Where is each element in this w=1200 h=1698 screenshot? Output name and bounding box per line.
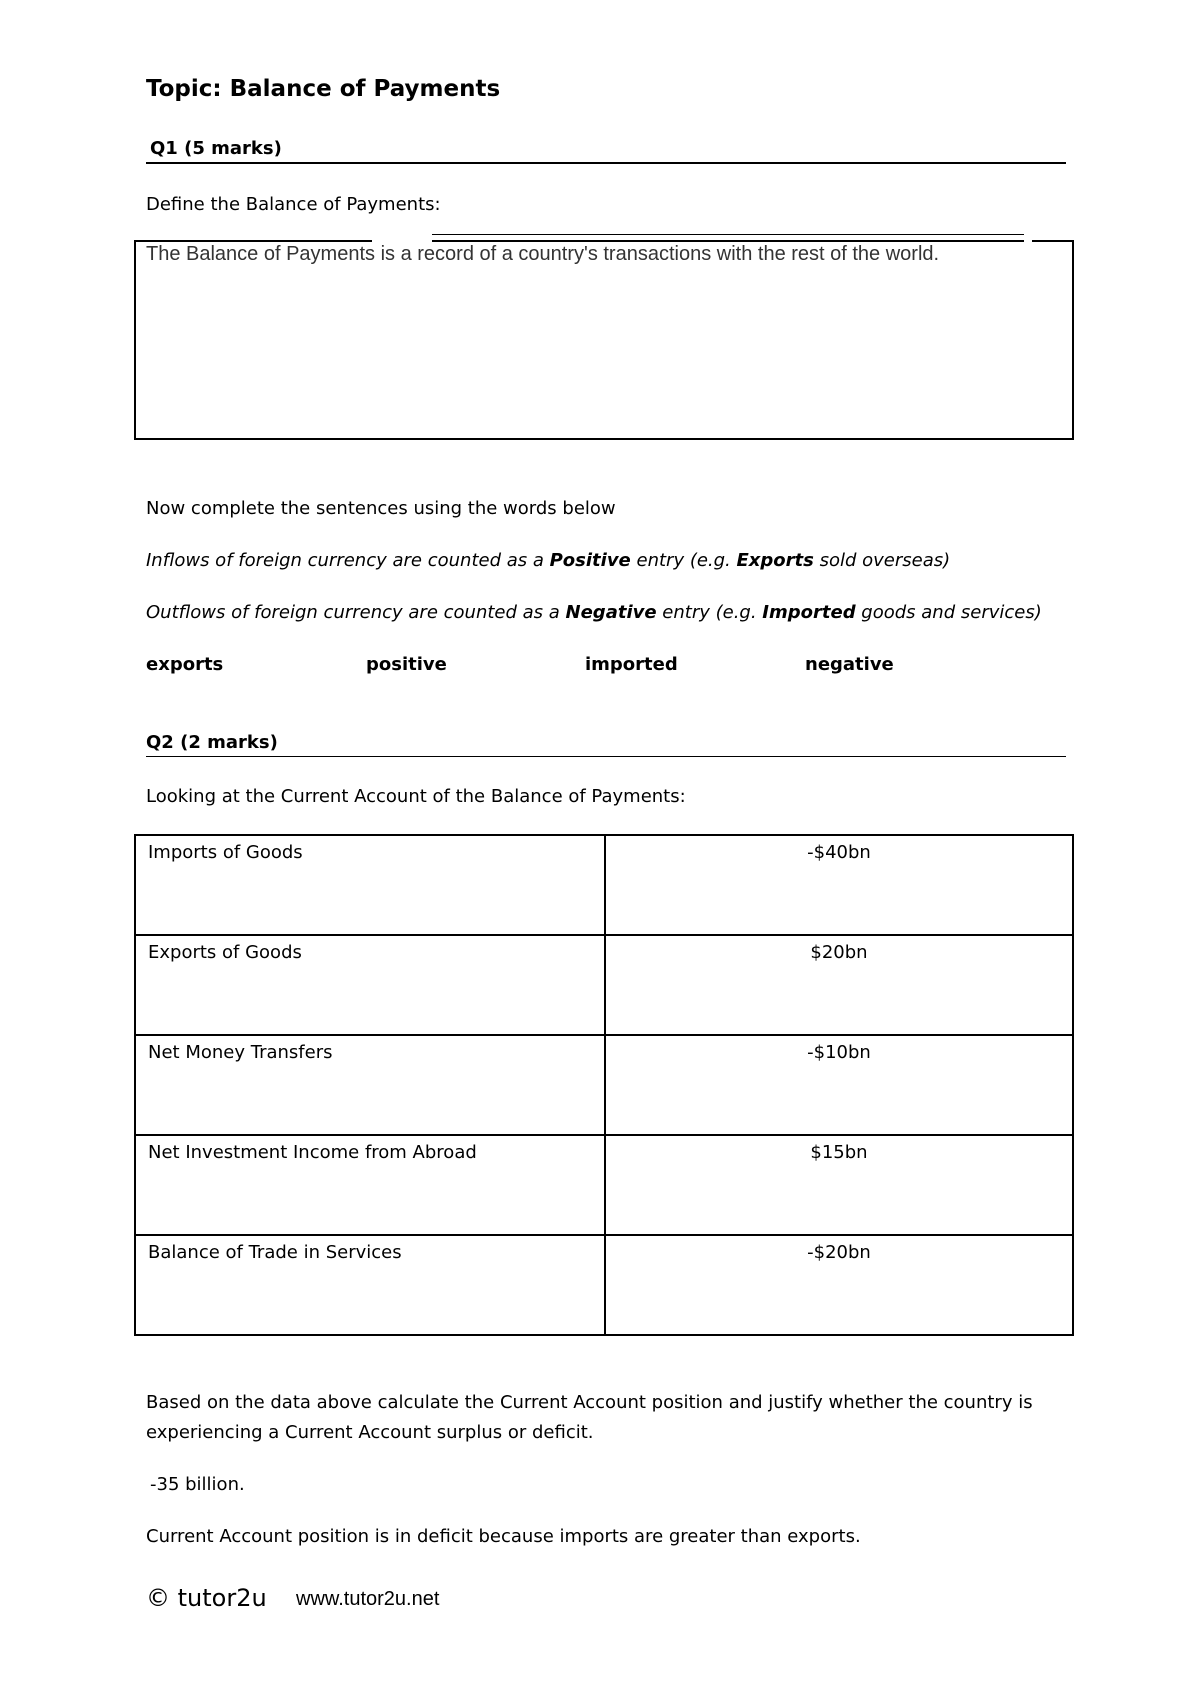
table-row bbox=[135, 935, 1073, 1035]
row-label: Net Money Transfers bbox=[135, 1035, 605, 1135]
word-bank-imported: imported bbox=[585, 654, 678, 675]
q1-heading: Q1 (5 marks) bbox=[150, 138, 282, 159]
row-value: -$10bn bbox=[605, 1035, 1073, 1135]
word-bank-positive: positive bbox=[366, 654, 447, 675]
q2-prompt: Looking at the Current Account of the Balance of Payments: bbox=[146, 786, 686, 807]
q1-prompt: Define the Balance of Payments: bbox=[146, 194, 441, 215]
sentence-outflows bbox=[146, 602, 1042, 624]
footer-url[interactable]: www.tutor2u.net bbox=[296, 1588, 440, 1610]
q2-answer-justification: Current Account position is in deficit because imports are greater than exports. bbox=[146, 1526, 861, 1547]
row-value: -$20bn bbox=[605, 1235, 1073, 1335]
q2-question-line1: Based on the data above calculate the Current Account position and justify whether the country is bbox=[146, 1392, 1033, 1413]
footer-copyright: © tutor2u bbox=[146, 1584, 267, 1612]
q1-divider bbox=[146, 162, 1066, 164]
q2-divider bbox=[146, 756, 1066, 757]
row-label: Balance of Trade in Services bbox=[135, 1235, 605, 1335]
row-value: -$40bn bbox=[605, 835, 1073, 935]
sentence-text: sold overseas) bbox=[813, 550, 951, 571]
table-row bbox=[135, 1035, 1073, 1135]
row-label: Net Investment Income from Abroad bbox=[135, 1135, 605, 1235]
table-row bbox=[135, 1235, 1073, 1335]
q2-heading: Q2 (2 marks) bbox=[146, 732, 278, 753]
answer-box-gap bbox=[1024, 236, 1032, 244]
sentence-text: goods and services) bbox=[855, 602, 1042, 623]
sentence-text: Inflows of foreign currency are counted as a bbox=[146, 550, 550, 571]
keyword-imported: Imported bbox=[762, 602, 856, 623]
word-bank-negative: negative bbox=[805, 654, 894, 675]
page-title: Topic: Balance of Payments bbox=[146, 76, 501, 102]
keyword-positive: Positive bbox=[549, 550, 631, 571]
q2-answer-value: -35 billion. bbox=[150, 1474, 245, 1495]
keyword-negative: Negative bbox=[565, 602, 657, 623]
table-row bbox=[135, 835, 1073, 935]
sentence-text: entry (e.g. bbox=[630, 550, 737, 571]
sentence-text: Outflows of foreign currency are counted as a bbox=[146, 602, 566, 623]
q2-question-line2: experiencing a Current Account surplus or deficit. bbox=[146, 1422, 594, 1443]
complete-prompt: Now complete the sentences using the words below bbox=[146, 498, 616, 519]
sentence-inflows bbox=[146, 550, 950, 572]
table-row bbox=[135, 1135, 1073, 1235]
keyword-exports: Exports bbox=[736, 550, 814, 571]
current-account-table bbox=[134, 834, 1074, 1336]
word-bank-exports: exports bbox=[146, 654, 224, 675]
q1-answer-box[interactable] bbox=[134, 240, 1074, 440]
answer-underline bbox=[432, 234, 1024, 235]
row-value: $15bn bbox=[605, 1135, 1073, 1235]
sentence-text: entry (e.g. bbox=[656, 602, 763, 623]
q1-answer-text: The Balance of Payments is a record of a country's transactions with the rest of the world. bbox=[146, 243, 940, 265]
row-label: Exports of Goods bbox=[135, 935, 605, 1035]
row-label: Imports of Goods bbox=[135, 835, 605, 935]
row-value: $20bn bbox=[605, 935, 1073, 1035]
